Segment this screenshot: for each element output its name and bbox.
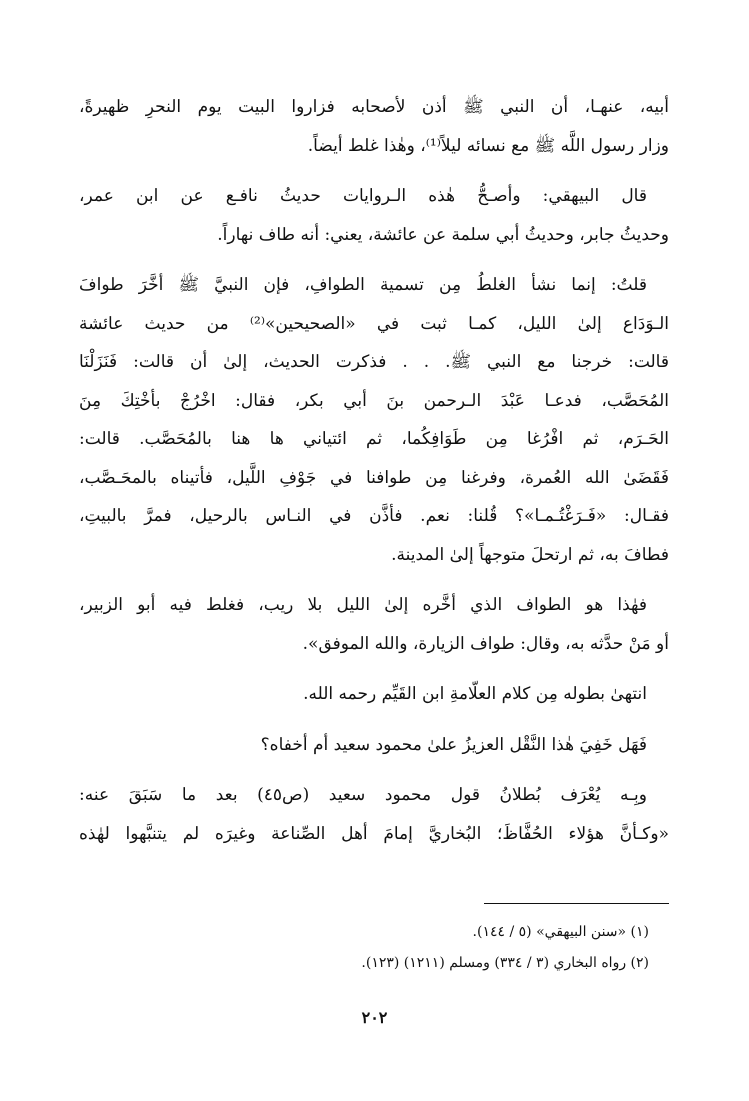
footnote-divider xyxy=(484,903,669,904)
main-text xyxy=(79,88,669,865)
text-line: أبيه، عنهـا، أن النبي ﷺ أذن لأصحابه فزاروا البيت يوم النحرِ ظهيرةً، xyxy=(79,97,669,117)
footnote-2: (٢) رواه البخاري (٣ / ٣٣٤) ومسلم (١٢١١) (١٢٣). xyxy=(361,955,649,971)
text-line: وحديثُ جابر، وحديثُ أبي سلمة عن عائشة، يعني: أنه طاف نهاراً. xyxy=(217,224,669,245)
text-line: فطافَ به، ثم ارتحلَ متوجهاً إلىٰ المدينة. xyxy=(391,544,669,565)
text-line: الحَـرَم، ثم افْرُغا مِن طَوَافِكُما، ثم ائتياني ها هنا بالمُحَصَّب. قالت: xyxy=(79,429,669,449)
text-line: وزار رسول اللَّه ﷺ مع نسائه ليلاً⁽¹⁾، وهٰذا غلط أيضاً. xyxy=(307,135,669,156)
paragraph-2 xyxy=(79,177,669,254)
text-line: انتهىٰ بطوله مِن كلام العلّامةِ ابن القَيِّم رحمه الله. xyxy=(303,684,647,704)
paragraph-5 xyxy=(79,675,669,714)
paragraph-6 xyxy=(79,726,669,765)
text-line: المُحَصَّب، فدعـا عَبْدَ الـرحمن بنَ أبي بكر، فقال: اخْرُجْ بأخْتِكَ مِنَ xyxy=(79,390,669,411)
text-line: قلتُ: إنما نشأ الغلطُ مِن تسمية الطوافِ، فإن النبيَّ ﷺ أخَّرَ طوافَ xyxy=(79,275,647,295)
paragraph-3 xyxy=(79,266,669,574)
text-line: قالت: خرجنا مع النبي ﷺ. . . فذكرت الحديث، إلىٰ أن قالت: فَنَزَلْنَا xyxy=(79,352,669,372)
text-line: فقـال: «فَـرَغْتُـمـا»؟ قُلنا: نعم. فأذَّن في النـاس بالرحيل، فمرَّ بالبيتِ، xyxy=(79,506,669,526)
paragraph-4 xyxy=(79,586,669,663)
footnote-1: (١) «سنن البيهقي» (٥ / ١٤٤). xyxy=(472,924,649,940)
page-number: ٢٠٢ xyxy=(361,1008,388,1027)
paragraph-7 xyxy=(79,776,669,853)
text-line: قال البيهقي: وأصـحُّ هٰذه الـروايات حديثُ نافـع عن ابن عمر، xyxy=(79,186,647,206)
text-line: أو مَنْ حدَّثه به، وقال: طواف الزيارة، والله الموفق». xyxy=(302,633,669,654)
text-line: فهٰذا هو الطواف الذي أخَّره إلىٰ الليل بلا ريب، فغلط فيه أبو الزبير، xyxy=(79,595,647,615)
text-line: فَقَضَىٰ الله العُمرة، وفرغنا مِن طوافنا في جَوْفِ اللَّيل، فأتيناه بالمحَـصَّب، xyxy=(79,467,669,488)
text-line: الـوَدَاع إلىٰ الليل، كمـا ثبت في «الصحيحين»⁽²⁾ من حديث عائشة xyxy=(79,313,669,334)
text-line: فَهَل خَفِيَ هٰذا النَّقْل العزيزُ علىٰ محمود سعيد أم أخفاه؟ xyxy=(260,734,647,755)
footnotes xyxy=(89,917,649,979)
paragraph-1 xyxy=(79,88,669,165)
text-line: وبِـه يُعْرَف بُطلانُ قول محمود سعيد (ص٤٥) بعد ما سَبَقَ عنه: xyxy=(79,785,647,805)
text-line: «وكـأنَّ هؤلاء الحُفَّاظَ؛ البُخاريَّ إمامَ أهل الصِّناعة وغيرَه لم يتنبَّهوا لهٰذه xyxy=(79,823,669,844)
